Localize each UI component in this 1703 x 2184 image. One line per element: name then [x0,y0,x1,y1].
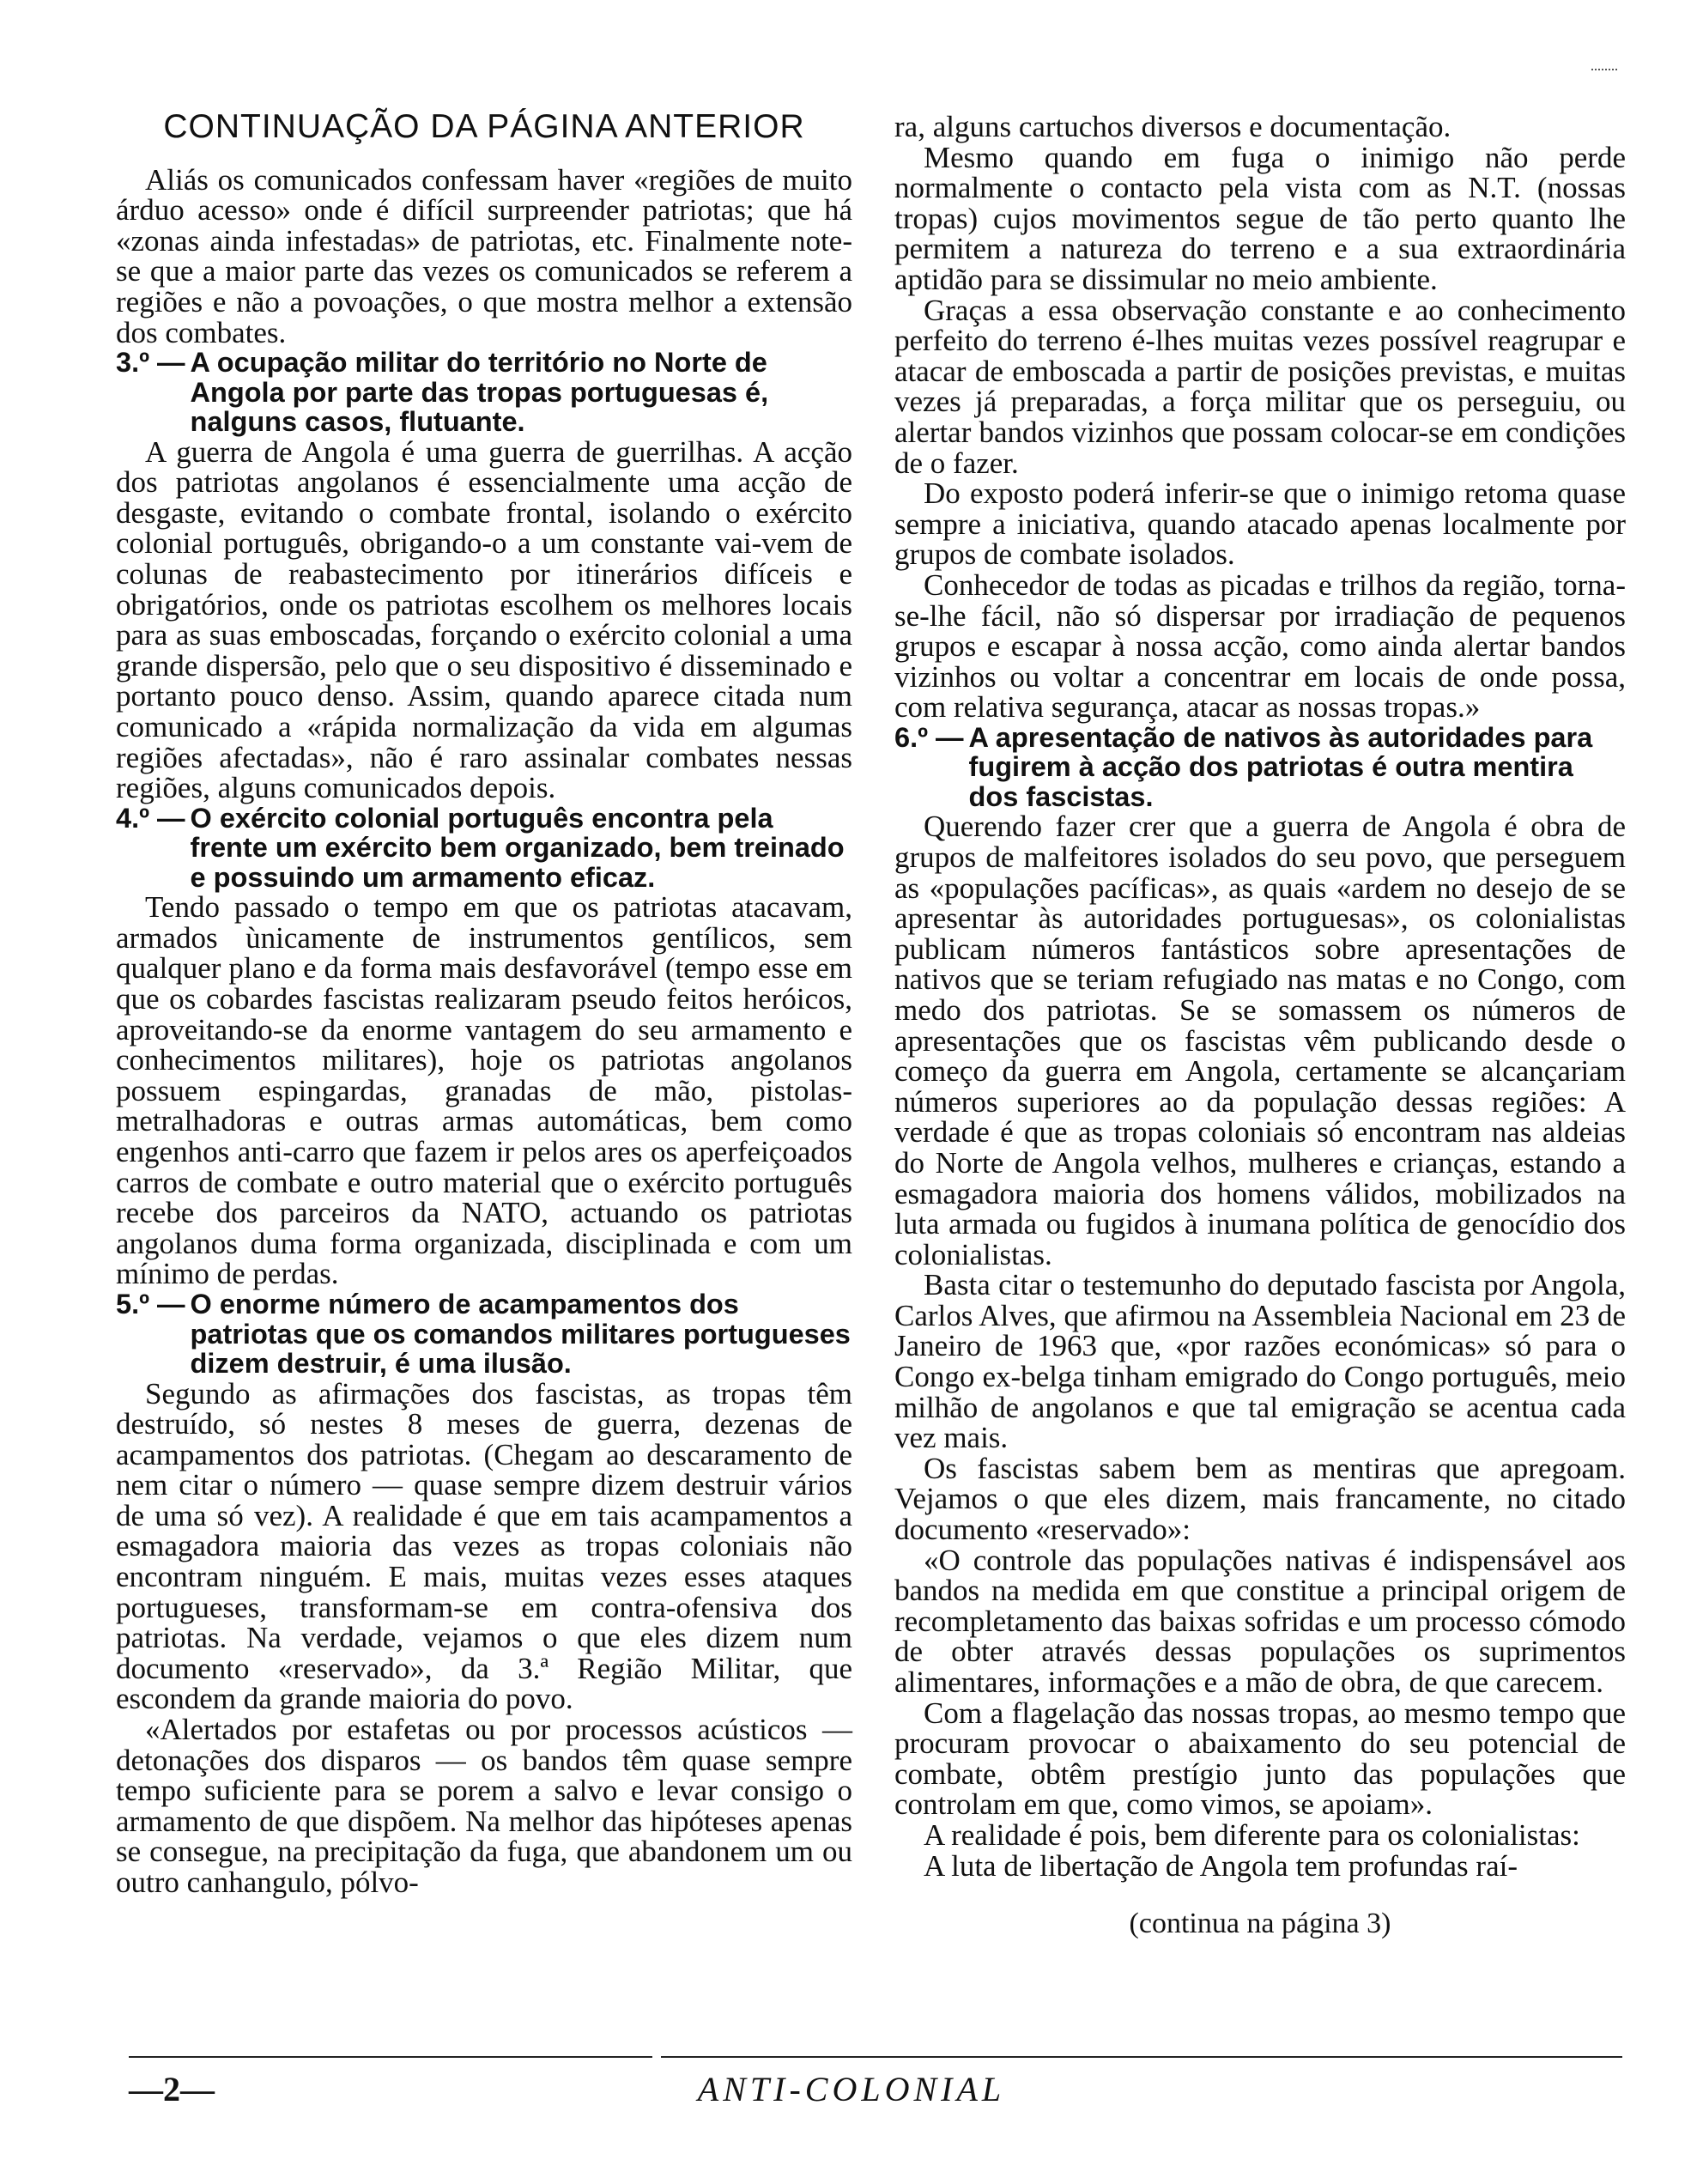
paragraph: Basta citar o testemunho do deputado fascista por Angola, Carlos Alves, que afirmou na Assembleia Nacional em 23 de Janeiro de 1963 que, «por razões económicas» só para o Congo ex-belga tinham emigrado do Congo português, meio milhão de angolanos e que tal emigração se acentua cada vez mais. [894,1268,1626,1455]
publication-title: ANTI-COLONIAL [697,2070,1006,2108]
paragraph: Querendo fazer crer que a guerra de Angola é obra de grupos de malfeitores isolados do seu povo, que perseguem as «populações pacíficas», as quais «ardem no desejo de se apresentar às autoridades portuguesas», os colonialistas publicam números fantásticos sobre apresentações de nativos que se teriam refugiado nas matas e no Congo, com medo dos patriotas. Se se somassem os números de apresentações que os fascistas vêm publicando desde o começo da guerra em Angola, certamente se alcançariam números superiores ao da população dessas regiões: A verdade é que as tropas coloniais só encontram nas aldeias do Norte de Angola velhos, mulheres e crianças, estando a esmagadora maioria dos homens válidos, mobilizados na luta armada ou fugidos à inumana política de genocídio dos colonialistas. [894,810,1626,1271]
section-title: A apresentação de nativos às autoridades para fugirem à acção dos patriotas é outra mentira dos fascistas. [968,721,1593,812]
continuation-header: CONTINUAÇÃO DA PÁGINA ANTERIOR [163,108,805,145]
section-heading-5 [116,1289,852,1379]
section-number: 4.º — [116,802,185,834]
paragraph: «O controle das populações nativas é indispensável aos bandos na medida em que constitue a principal origem de recompletamento das baixas sofridas e um processo cómodo de obter através dessas populações os suprimentos alimentares, informações e a mão de obra, de que carecem. [894,1543,1626,1699]
section-title: O enorme número de acampamentos dos patriotas que os comandos militares portugueses dizem destruir, é uma ilusão. [190,1289,851,1379]
paragraph: Mesmo quando em fuga o inimigo não perde normalmente o contacto pela vista com as N.T. (nossas tropas) cujos movimentos segue de tão perto quanto lhe permitem a natureza do terreno e a sua extraordinária aptidão para se dissimular no meio ambiente. [894,140,1626,296]
paragraph: A guerra de Angola é uma guerra de guerrilhas. A acção dos patriotas angolanos é essencialmente uma acção de desgaste, evitando o combate frontal, isolando o exército colonial português, obrigando-o a um constante vai-vem de colunas de reabastecimento por itinerários difíceis e obrigatórios, onde os patriotas escolhem os melhores locais para as suas emboscadas, forçando o exército colonial a uma grande dispersão, pelo que o seu dispositivo é disseminado e portanto pouco denso. Assim, quando aparece citada num comunicado a «rápida normalização da vida em algumas regiões afectadas», não é raro assinalar combates nessas regiões, alguns comunicados depois. [116,434,852,805]
paragraph: Graças a essa observação constante e ao conhecimento perfeito do terreno é-lhes muitas vezes possível reagrupar e atacar de emboscada a partir de posições previstas, e muitas vezes já preparadas, a força militar que os perseguiu, ou alertar bandos vizinhos que possam colocar-se em condições de o fazer. [894,293,1626,480]
section-number: 5.º — [116,1289,185,1320]
paragraph: Segundo as afirmações dos fascistas, as tropas têm destruído, só nestes 8 meses de guerra, dezenas de acampamentos dos patriotas. (Chegam ao descaramento de nem citar o número — quase sempre dizem destruir vários de uma só vez). A realidade é que em tais acampamentos a esmagadora maioria das vezes as tropas coloniais não encontram ninguém. E mais, muitas vezes esses ataques portugueses, transformam-se em contra-ofensiva dos patriotas. Na verdade, vejamos o que eles dizem num documento «reservado», da 3.ª Região Militar, que escondem da grande maioria do povo. [116,1376,852,1716]
paragraph: Conhecedor de todas as picadas e trilhos da região, torna-se-lhe fácil, não só dispersar por irradiação de pequenos grupos e escapar à nossa acção, como ainda alertar bandos vizinhos ou voltar a concentrar em locais de onde possa, com relativa segurança, atacar as nossas tropas.» [894,567,1626,725]
continued-note: (continua na página 3) [1129,1908,1391,1940]
paragraph: A luta de libertação de Angola tem profundas raí- [924,1848,1518,1883]
footer-rule-right [661,2056,1622,2058]
print-speck [1591,69,1617,70]
paragraph: Do exposto poderá inferir-se que o inimigo retoma quase sempre a iniciativa, quando atacado apenas localmente por grupos de combate isolados. [894,476,1626,572]
paragraph: A realidade é pois, bem diferente para os colonialistas: [924,1817,1580,1852]
left-column [116,108,852,1899]
footer-rule-left [129,2056,652,2058]
section-heading-6 [894,723,1626,812]
section-heading-4 [116,804,852,893]
right-column [894,112,1626,1939]
paragraph: «Alertados por estafetas ou por processos acústicos — detonações dos disparos — os bandos têm quase sempre tempo suficiente para se porem a salvo e levar consigo o armamento de que dispõem. Na melhor das hipóteses apenas se consegue, na precipitação da fuga, que abandonem um ou outro canhangulo, pólvo- [116,1713,852,1899]
section-title: O exército colonial português encontra pela frente um exército bem organizado, bem treinado e possuindo um armamento eficaz. [190,802,845,893]
section-number: 3.º — [116,347,185,379]
section-heading-3 [116,348,852,437]
section-number: 6.º — [894,721,964,753]
section-title: A ocupação militar do território no Norte de Angola por parte das tropas portuguesas é, nalguns casos, flutuante. [190,347,769,438]
paragraph: Aliás os comunicados confessam haver «regiões de muito árduo acesso» onde é difícil surpreender patriotas; que há «zonas ainda infestadas» de patriotas, etc. Finalmente note-se que a maior parte das vezes os comunicados se referem a regiões e não a povoações, o que mostra melhor a extensão dos combates. [116,162,852,349]
paragraph: Os fascistas sabem bem as mentiras que apregoam. Vejamos o que eles dizem, mais francamente, no citado documento «reservado»: [894,1451,1626,1547]
paragraph: Tendo passado o tempo em que os patriotas atacavam, armados ùnicamente de instrumentos gentílicos, sem qualquer plano e da forma mais desfavorável (tempo esse em que os cobardes fascistas realizaram pseudo feitos heróicos, aproveitando-se da enorme vantagem do seu armamento e conhecimentos militares), hoje os patriotas angolanos possuem espingardas, granadas de mão, pistolas-metralhadoras e outras armas automáticas, bem como engenhos anti-carro que fazem ir pelos ares os aperfeiçoados carros de combate e outro material que o exército português recebe dos parceiros da NATO, actuando os patriotas angolanos duma forma organizada, disciplinada e com um mínimo de perdas. [116,890,852,1291]
paragraph: Com a flagelação das nossas tropas, ao mesmo tempo que procuram provocar o abaixamento do seu potencial de combate, obtêm prestígio junto das populações que controlam em que, como vimos, se apoiam». [894,1696,1626,1822]
page-number: —2— [129,2070,215,2108]
paragraph-continuation: ra, alguns cartuchos diversos e documentação. [894,110,1451,143]
